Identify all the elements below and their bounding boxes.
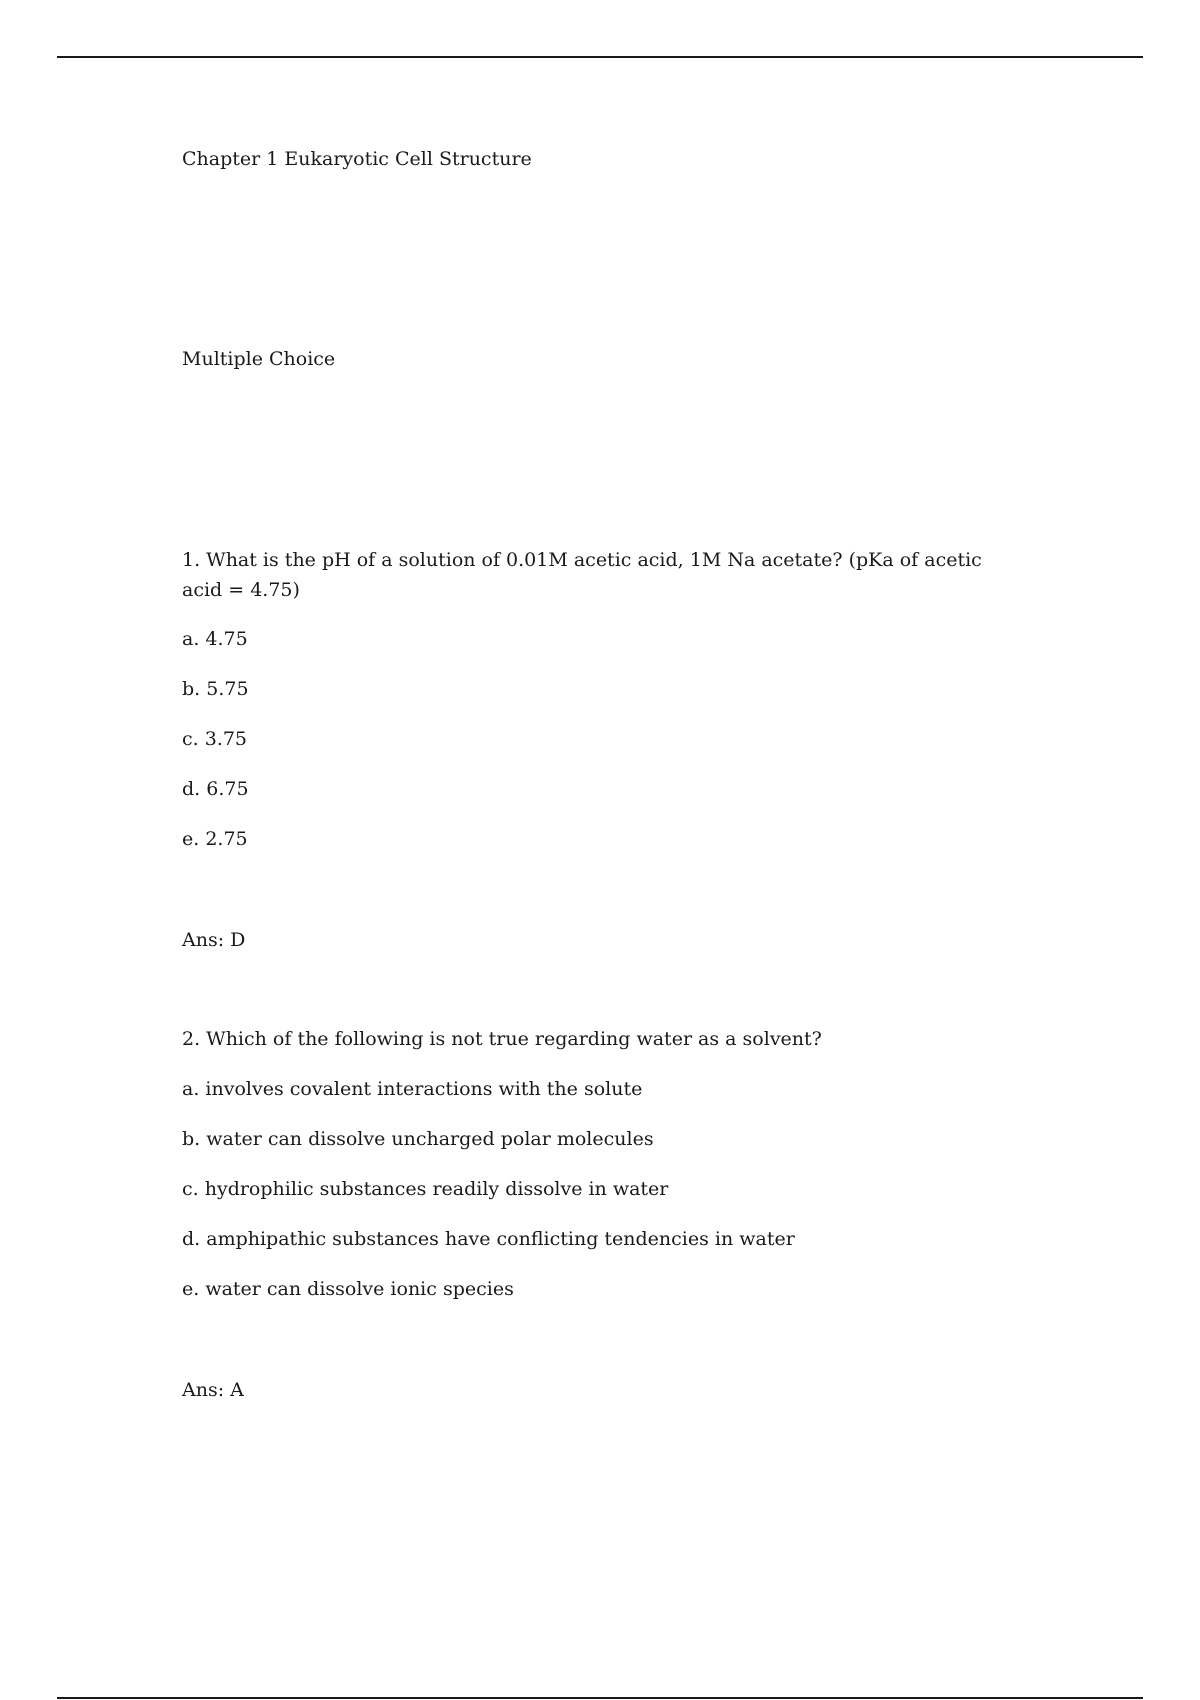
question-2-option-e: e. water can dissolve ionic species [182, 1278, 514, 1300]
question-2-answer: Ans: A [182, 1379, 244, 1401]
question-1-option-c: c. 3.75 [182, 728, 248, 750]
question-1-option-d: d. 6.75 [182, 778, 249, 800]
section-title: Multiple Choice [182, 348, 336, 370]
question-2-option-b: b. water can dissolve uncharged polar molecules [182, 1128, 654, 1150]
chapter-title: Chapter 1 Eukaryotic Cell Structure [182, 148, 532, 170]
question-2-option-d: d. amphipathic substances have conflicting tendencies in water [182, 1228, 795, 1250]
question-1-option-a: a. 4.75 [182, 628, 248, 650]
question-1-answer: Ans: D [182, 929, 246, 951]
question-1-option-e: e. 2.75 [182, 828, 248, 850]
question-1-text: 1. What is the pH of a solution of 0.01M acetic acid, 1M Na acetate? (pKa of acetic acid = 4.75) [182, 549, 982, 601]
footer-rule [57, 1697, 1143, 1699]
header-rule [57, 56, 1143, 58]
question-1-option-b: b. 5.75 [182, 678, 249, 700]
question-2-option-a: a. involves covalent interactions with the solute [182, 1078, 643, 1100]
question-2-option-c: c. hydrophilic substances readily dissolve in water [182, 1178, 669, 1200]
question-2-text: 2. Which of the following is not true regarding water as a solvent? [182, 1028, 822, 1050]
